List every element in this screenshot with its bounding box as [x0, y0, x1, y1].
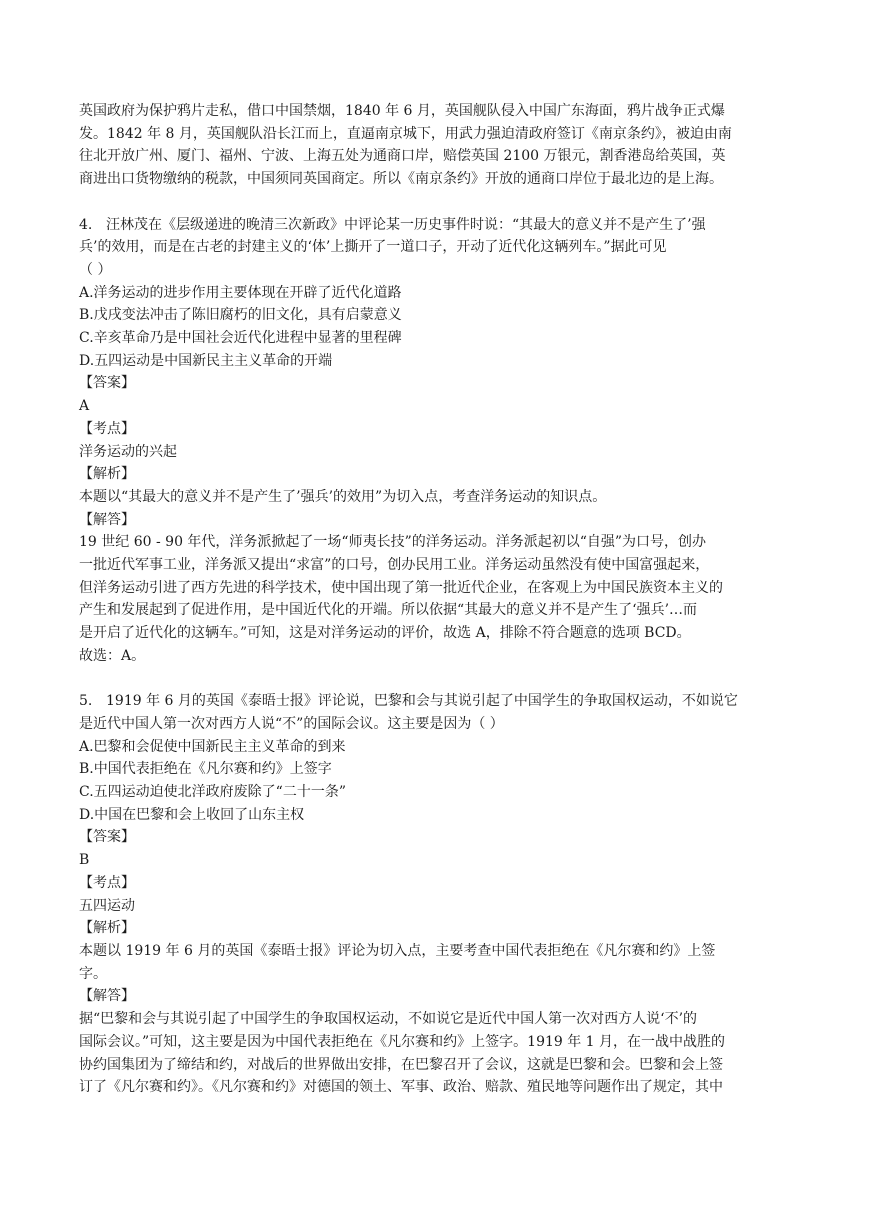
point-value: 洋务运动的兴起: [79, 443, 177, 460]
question-4: [79, 214, 791, 668]
option-a: A.洋务运动的进步作用主要体现在开辟了近代化道路: [79, 284, 402, 301]
question-stem-line: [79, 214, 791, 237]
answer-label: 【答案】: [79, 829, 135, 846]
intro-paragraph: [79, 100, 791, 191]
solution-line: 订了《凡尔赛和约》。《凡尔赛和约》对德国的领土、军事、政治、赔款、殖民地等问题作出了规定，其中: [79, 1079, 723, 1096]
option-d: D.五四运动是中国新民主主义革命的开端: [79, 352, 333, 369]
solution-line: 产生和发展起到了促进作用，是中国近代化的开端。所以依据“其最大的意义并不是产生了‘强兵’…而: [79, 602, 698, 619]
option-b: B.戊戌变法冲击了陈旧腐朽的旧文化，具有启蒙意义: [79, 307, 402, 324]
intro-line: 英国政府为保护鸦片走私，借口中国禁烟，1840 年 6 月，英国舰队侵入中国广东海面，鸦片战争正式爆: [79, 103, 725, 119]
question-5: [79, 690, 791, 1099]
analysis-line: 本题以 1919 年 6 月的英国《泰晤士报》评论为切入点，主要考查中国代表拒绝在《凡尔赛和约》上签: [79, 942, 716, 959]
analysis-label: 【解析】: [79, 466, 135, 483]
question-number: 5.: [79, 693, 93, 710]
intro-line: 往北开放广州、厦门、福州、宁波、上海五处为通商口岸，赔偿英国 2100 万银元，割香港岛给英国，英: [79, 148, 726, 165]
spacer: [79, 191, 791, 214]
solution-line: 故选：A。: [79, 647, 146, 664]
solution-line: 国际会议。”可知，这主要是因为中国代表拒绝在《凡尔赛和约》上签字。1919 年 1 月，在一战中战胜的: [79, 1033, 726, 1050]
analysis-label: 【解析】: [79, 920, 135, 937]
solution-line: 19 世纪 60 - 90 年代，洋务派掀起了一场“师夷长技”的洋务运动。洋务派起初以“自强”为口号，创办: [79, 534, 707, 551]
solution-label: 【解答】: [79, 511, 135, 528]
solution-line: 但洋务运动引进了西方先进的科学技术，使中国出现了第一批近代企业，在客观上为中国民族资本主义的: [79, 579, 723, 596]
question-stem-line: 兵’的效用，而是在古老的封建主义的‘体’上撕开了一道口子，开动了近代化这辆列车。”据此可见: [79, 239, 667, 256]
option-c: C.辛亥革命乃是中国社会近代化进程中显著的里程碑: [79, 330, 402, 347]
answer-value: A: [79, 398, 90, 415]
spacer: [79, 668, 791, 691]
solution-line: 是开启了近代化的这辆车。”可知，这是对洋务运动的评价，故选 A，排除不符合题意的选项 BCD。: [79, 625, 691, 642]
answer-value: B: [79, 852, 90, 869]
solution-line: 一批近代军事工业，洋务派又提出“求富”的口号，创办民用工业。洋务运动虽然没有使中国富强起来，: [79, 557, 710, 574]
intro-line: 发。1842 年 8 月，英国舰队沿长江而上，直逼南京城下，用武力强迫清政府签订《南京条约》，被迫由南: [79, 125, 732, 142]
solution-line: 据“巴黎和会与其说引起了中国学生的争取国权运动，不如说它是近代中国人第一次对西方人说‘不’的: [79, 1011, 698, 1028]
analysis-line: 字。: [79, 965, 107, 982]
question-stem-line: [79, 690, 791, 713]
analysis-line: 本题以“其最大的意义并不是产生了’强兵’的效用”为切入点，考查洋务运动的知识点。: [79, 488, 607, 505]
option-d: D.中国在巴黎和会上收回了山东主权: [79, 806, 305, 823]
intro-line: 商进出口货物缴纳的税款，中国须同英国商定。所以《南京条约》开放的通商口岸位于最北边的是上海。: [79, 171, 723, 188]
question-stem-line: （ ）: [79, 261, 112, 278]
question-stem-text: 汪林茂在《层级递进的晚清三次新政》中评论某一历史事件时说：“其最大的意义并不是产生了’强: [106, 216, 706, 233]
point-label: 【考点】: [79, 420, 135, 437]
question-number: 4.: [79, 216, 93, 233]
option-c: C.五四运动迫使北洋政府废除了“二十一条”: [79, 784, 346, 801]
point-value: 五四运动: [79, 897, 135, 914]
option-a: A.巴黎和会促使中国新民主主义革命的到来: [79, 738, 346, 755]
option-b: B.中国代表拒绝在《凡尔赛和约》上签字: [79, 761, 332, 778]
solution-line: 协约国集团为了缔结和约，对战后的世界做出安排，在巴黎召开了会议，这就是巴黎和会。巴黎和会上签: [79, 1056, 723, 1073]
point-label: 【考点】: [79, 874, 135, 891]
solution-label: 【解答】: [79, 988, 135, 1005]
question-stem-text: 1919 年 6 月的英国《泰晤士报》评论说，巴黎和会与其说引起了中国学生的争取国权运动，不如说它: [106, 693, 738, 710]
document-content: [79, 100, 791, 1099]
question-stem-line: 是近代中国人第一次对西方人说“不”的国际会议。这主要是因为（ ）: [79, 715, 504, 732]
answer-label: 【答案】: [79, 375, 135, 392]
